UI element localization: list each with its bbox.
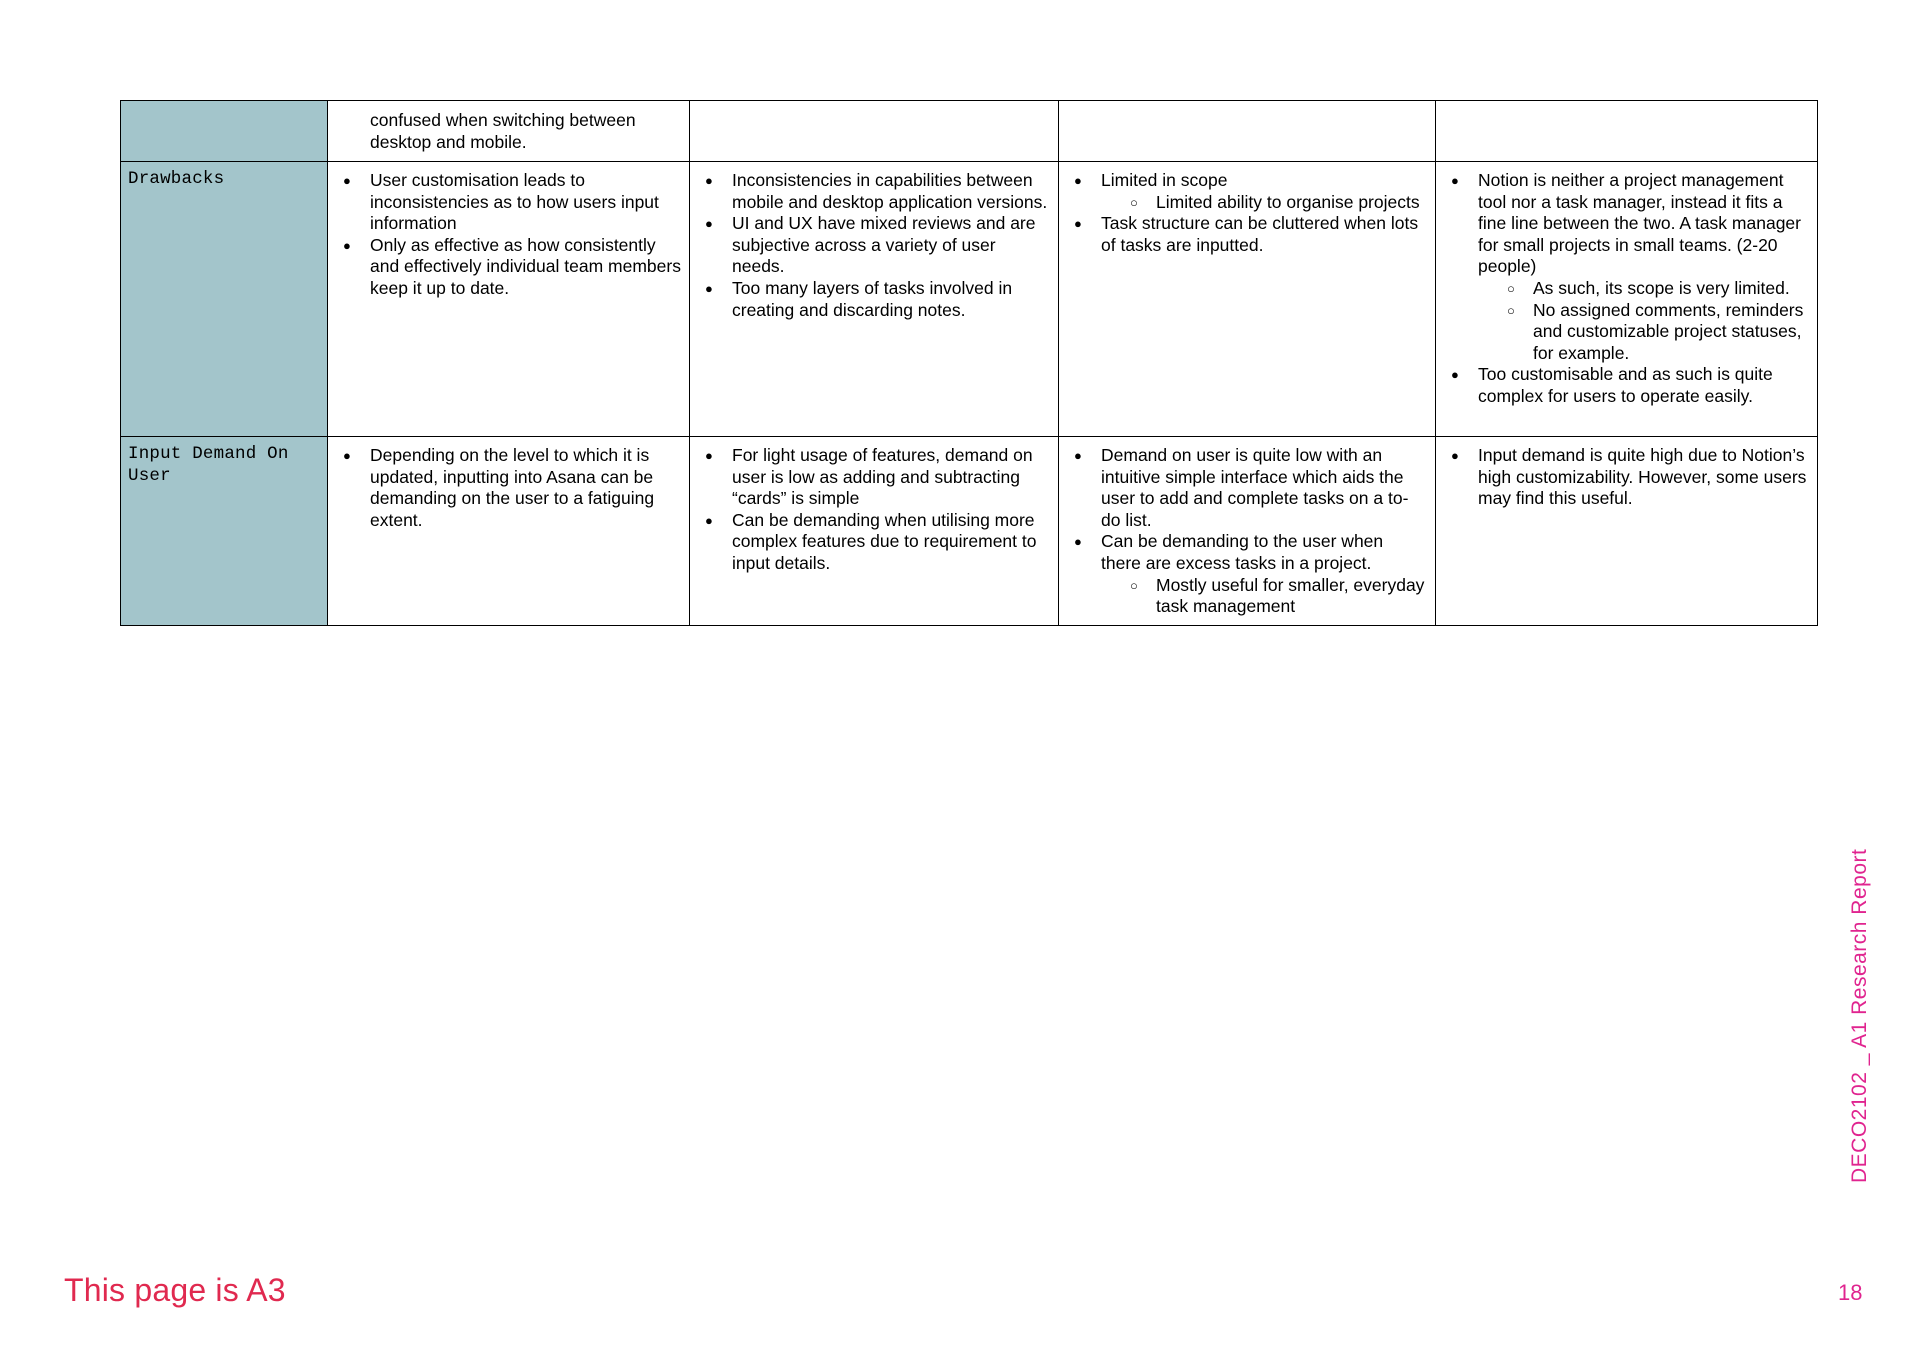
- drawbacks-cell-asana: [328, 162, 690, 437]
- empty-cell: [1436, 101, 1818, 162]
- bullet-item: ● Task structure can be cluttered when lots of tasks are inputted.: [1101, 213, 1427, 256]
- input-demand-cell-col2: [690, 437, 1059, 626]
- input-demand-cell-notion: [1436, 437, 1818, 626]
- row-label-cell: [121, 162, 328, 437]
- comparison-table: [120, 100, 1818, 626]
- bullet-list: [1066, 170, 1427, 256]
- bullet-item: ● Input demand is quite high due to Notion’s high customizability. However, some users may find this useful.: [1478, 445, 1809, 510]
- continued-text: confused when switching between desktop and mobile.: [370, 110, 636, 152]
- sub-bullet-item: ○ As such, its scope is very limited.: [1533, 278, 1809, 300]
- bullet-item: ● Too many layers of tasks involved in creating and discarding notes.: [732, 278, 1050, 321]
- input-demand-cell-col3: [1059, 437, 1436, 626]
- sub-bullet-list: [1101, 575, 1427, 618]
- bullet-list: [335, 445, 681, 531]
- sub-bullet-item: ○ Limited ability to organise projects: [1156, 192, 1427, 214]
- bullet-item: [1101, 531, 1427, 617]
- bullet-item: ● Depending on the level to which it is updated, inputting into Asana can be demanding on the user to a fatiguing extent.: [370, 445, 681, 531]
- row-label-input-demand: Input Demand On User: [128, 444, 289, 486]
- asana-continued-cell: [328, 101, 690, 162]
- empty-cell: [690, 101, 1059, 162]
- drawbacks-cell-col3: [1059, 162, 1436, 437]
- table-row-continued: [121, 101, 1818, 162]
- table-row-drawbacks: [121, 162, 1818, 437]
- bullet-item: ● Too customisable and as such is quite complex for users to operate easily.: [1478, 364, 1809, 407]
- bullet-item: ● User customisation leads to inconsistencies as to how users input information: [370, 170, 681, 235]
- bullet-list: [697, 170, 1050, 321]
- page-size-note: This page is A3: [64, 1272, 286, 1308]
- bullet-item: ● Can be demanding when utilising more complex features due to requirement to input details.: [732, 510, 1050, 575]
- bullet-item: [1478, 170, 1809, 364]
- bullet-list: [335, 170, 681, 300]
- empty-cell: [1059, 101, 1436, 162]
- bullet-list: [1443, 170, 1809, 408]
- drawbacks-cell-notion: [1436, 162, 1818, 437]
- bullet-item: [1101, 170, 1427, 213]
- continued-list: [335, 110, 681, 153]
- bullet-item: ● Demand on user is quite low with an intuitive simple interface which aids the user to add and complete tasks on a to-do list.: [1101, 445, 1427, 531]
- bullet-item: ● UI and UX have mixed reviews and are subjective across a variety of user needs.: [732, 213, 1050, 278]
- input-demand-cell-asana: [328, 437, 690, 626]
- table-row-input-demand: [121, 437, 1818, 626]
- bullet-item: ● Only as effective as how consistently and effectively individual team members keep it up to date.: [370, 235, 681, 300]
- bullet-text: Can be demanding to the user when there are excess tasks in a project.: [1101, 531, 1384, 573]
- row-label-drawbacks: Drawbacks: [128, 169, 225, 189]
- report-title: DECO2102 _ A1 Research Report: [1848, 848, 1871, 1183]
- bullet-item: ● Inconsistencies in capabilities between mobile and desktop application versions.: [732, 170, 1050, 213]
- bullet-list: [697, 445, 1050, 575]
- row-label-cell: [121, 437, 328, 626]
- sub-bullet-item: ○ No assigned comments, reminders and customizable project statuses, for example.: [1533, 300, 1809, 365]
- drawbacks-cell-col2: [690, 162, 1059, 437]
- bullet-list: [1443, 445, 1809, 510]
- page-number: 18: [1838, 1280, 1863, 1305]
- sub-bullet-list: [1101, 192, 1427, 214]
- bullet-text: Limited in scope: [1101, 170, 1228, 190]
- sub-bullet-list: [1478, 278, 1809, 364]
- bullet-item: ● For light usage of features, demand on user is low as adding and subtracting “cards” is simple: [732, 445, 1050, 510]
- sub-bullet-item: ○ Mostly useful for smaller, everyday task management: [1156, 575, 1427, 618]
- bullet-list: [1066, 445, 1427, 618]
- row-label-cell: [121, 101, 328, 162]
- bullet-text: Notion is neither a project management tool nor a task manager, instead it fits a fine line between the two. A task manager for small projects in small teams. (2-20 people): [1478, 170, 1801, 277]
